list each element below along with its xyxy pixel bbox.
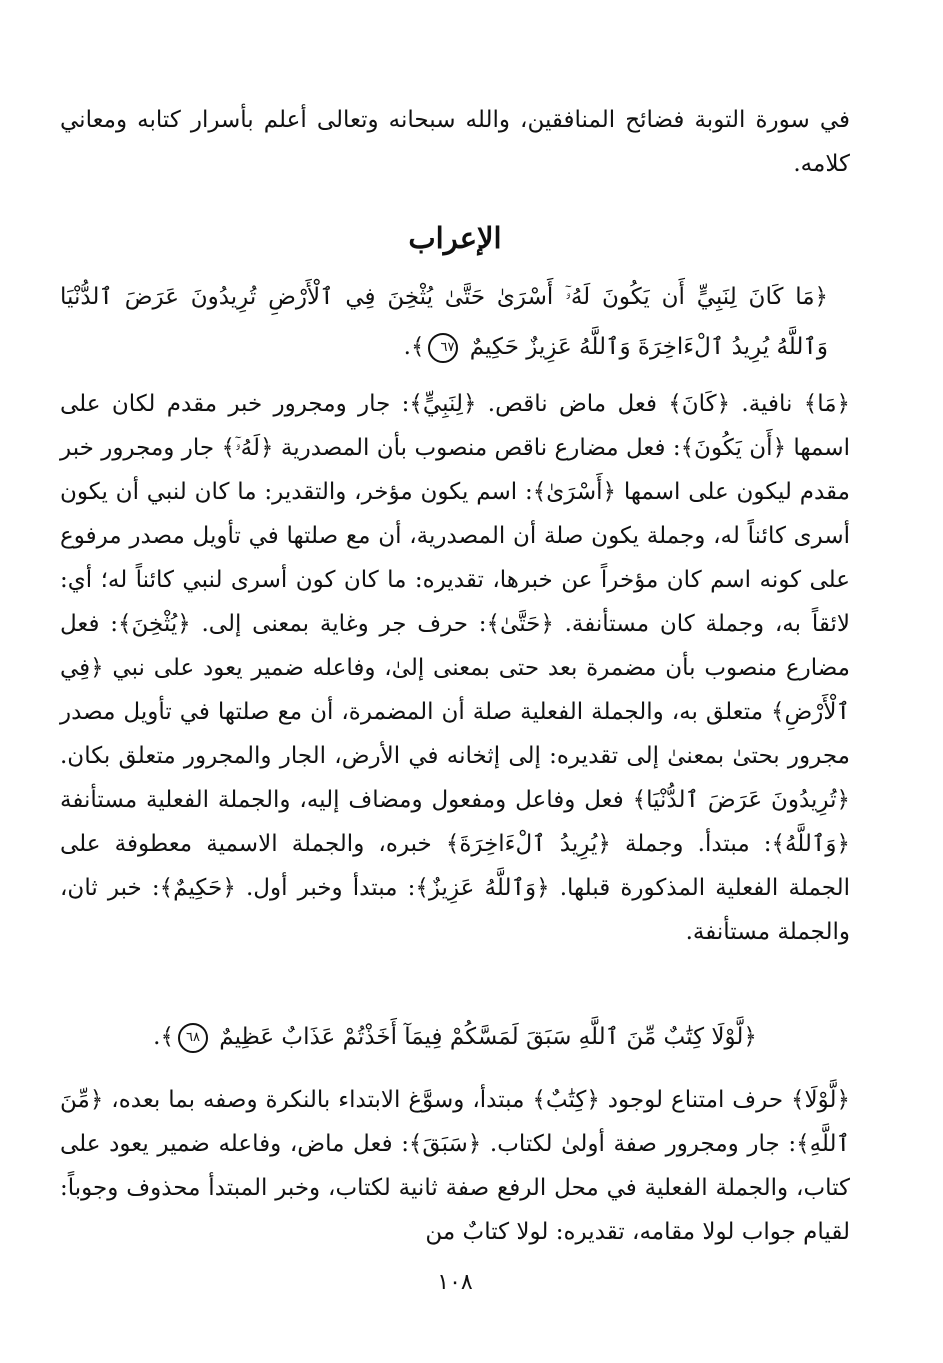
quran-verse-68: [60, 1012, 850, 1062]
section-heading: الإعراب: [408, 221, 502, 255]
verse-number-icon: ٦٧: [428, 333, 458, 363]
verse-number-icon: ٦٨: [178, 1023, 208, 1053]
verse-text: ﴿لَّوْلَا كِتَٰبٌ مِّنَ ٱللَّهِ سَبَقَ لَمَسَّكُمْ فِيمَآ أَخَذْتُمْ عَذَابٌ عَظِيمٌ: [219, 1024, 757, 1050]
verse-closing: ﴾.: [153, 1024, 174, 1050]
grammar-analysis-68: ﴿لَّوْلَا﴾ حرف امتناع لوجود ﴿كِتَٰبٌ﴾ مبتدأ، وسوَّغ الابتداء بالنكرة وصفه بما بعده، ﴿مِّنَ ٱللَّهِ﴾: جار ومجرور صفة أولىٰ لكتاب. ﴿سَبَقَ﴾: فعل ماض، وفاعله ضمير يعود على كتاب، والجملة الفعلية في محل الرفع صفة ثانية لكتاب، وخبر المبتدأ محذوف وجوباً: لقيام جواب لولا مقامه، تقديره: لولا كتابٌ من: [60, 1087, 850, 1245]
intro-paragraph: في سورة التوبة فضائح المنافقين، والله سبحانه وتعالى أعلم بأسرار كتابه ومعاني كلامه.: [60, 107, 850, 177]
book-page: [60, 0, 850, 1363]
verse-text: ﴿مَا كَانَ لِنَبِيٍّ أَن يَكُونَ لَهُۥٓ أَسْرَىٰ حَتَّىٰ يُثْخِنَ فِي ٱلْأَرْضِ تُرِيدُونَ عَرَضَ ٱلدُّنْيَا وَٱللَّهُ يُرِيدُ ٱلْءَاخِرَةَ وَٱللَّهُ عَزِيزٌ حَكِيمٌ: [60, 284, 828, 360]
verse-closing: ﴾.: [403, 334, 425, 360]
quran-verse-67: [60, 272, 850, 372]
grammar-analysis-67: ﴿مَا﴾ نافية. ﴿كَانَ﴾ فعل ماض ناقص. ﴿لِنَبِيٍّ﴾: جار ومجرور خبر مقدم لكان على اسمها ﴿أَن يَكُونَ﴾: فعل مضارع ناقص منصوب بأن المصدرية ﴿لَهُۥٓ﴾ جار ومجرور خبر مقدم ليكون على اسمها ﴿أَسْرَىٰ﴾: اسم يكون مؤخر، والتقدير: ما كان لنبي أن يكون أسرى كائناً له، وجملة يكون صلة أن المصدرية، أن مع صلتها في تأويل مصدر مرفوع على كونه اسم كان مؤخراً عن خبرها، تقديره: ما كان كون أسرى لنبي كائناً له؛ أي: لائقاً به، وجملة كان مستأنفة. ﴿حَتَّىٰ﴾: حرف جر وغاية بمعنى إلى. ﴿يُثْخِنَ﴾: فعل مضارع منصوب بأن مضمرة بعد حتى بمعنى إلىٰ، وفاعله ضمير يعود على نبي ﴿فِي ٱلْأَرْضِ﴾ متعلق به، والجملة الفعلية صلة أن المضمرة، أن مع صلتها في تأويل مصدر مجرور بحتىٰ بمعنىٰ إلى تقديره: إلى إثخانه في الأرض، الجار والمجرور متعلق بكان. ﴿تُرِيدُونَ عَرَضَ ٱلدُّنْيَا﴾ فعل وفاعل ومفعول ومضاف إليه، والجملة الفعلية مستأنفة ﴿وَٱللَّهُ﴾: مبتدأ. وجملة ﴿يُرِيدُ ٱلْءَاخِرَةَ﴾ خبره، والجملة الاسمية معطوفة على الجملة الفعلية المذكورة قبلها. ﴿وَٱللَّهُ عَزِيزٌ﴾: مبتدأ وخبر أول. ﴿حَكِيمٌ﴾: خبر ثان، والجملة مستأنفة.: [60, 391, 850, 945]
page-number: ١٠٨: [437, 1270, 473, 1295]
